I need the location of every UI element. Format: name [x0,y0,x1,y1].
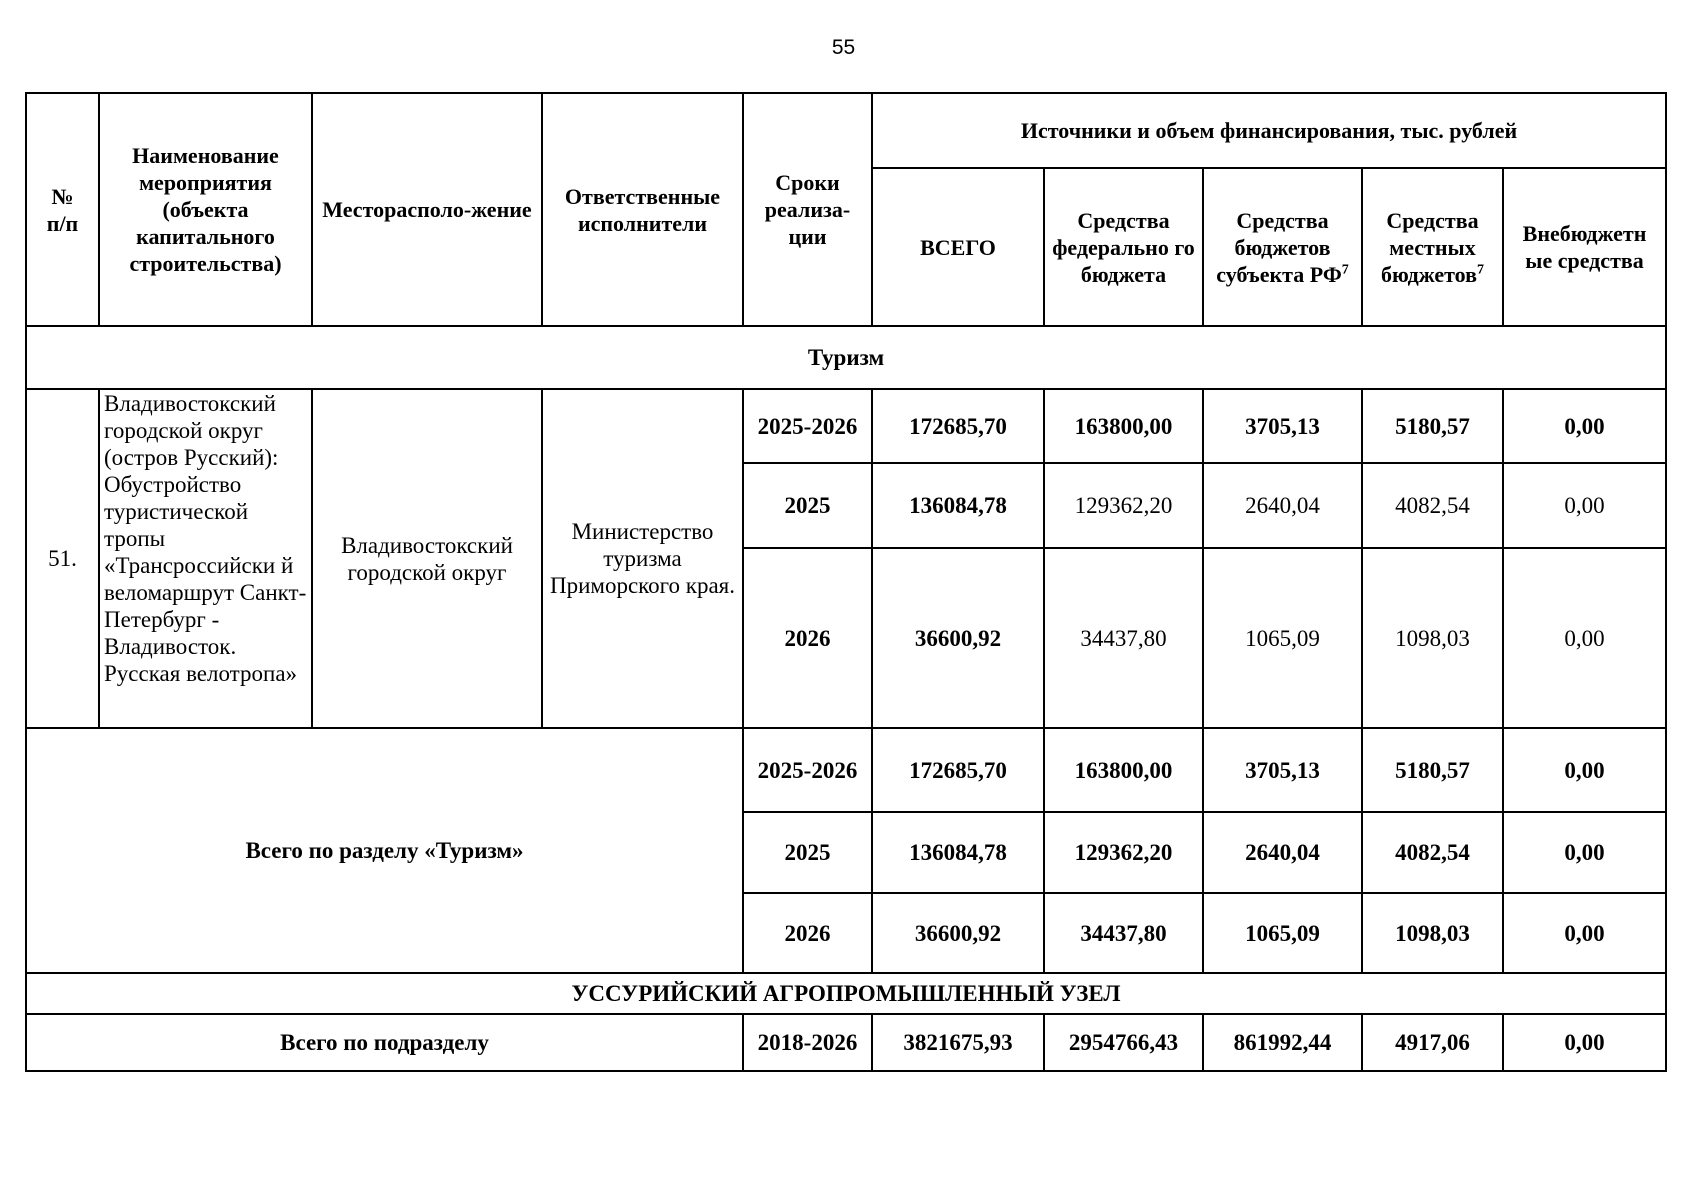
header-local-text: Средства местных бюджетов [1381,207,1479,287]
item-subject: 2640,04 [1203,463,1362,548]
total-local: 5180,57 [1362,728,1503,812]
item-total: 136084,78 [872,463,1044,548]
item-num: 51. [26,389,99,728]
item-period: 2025-2026 [743,389,872,463]
header-federal: Средства федерально го бюджета [1044,168,1203,326]
total-total: 172685,70 [872,728,1044,812]
total-extra: 0,00 [1503,728,1666,812]
total-local: 4082,54 [1362,812,1503,893]
subsection-total: 3821675,93 [872,1014,1044,1071]
item-federal: 34437,80 [1044,548,1203,728]
total-extra: 0,00 [1503,893,1666,973]
header-subject [1203,168,1362,326]
total-local: 1098,03 [1362,893,1503,973]
header-location: Месторасполо-жение [312,93,542,326]
item-federal: 129362,20 [1044,463,1203,548]
header-num [26,93,99,326]
item-extra: 0,00 [1503,463,1666,548]
header-total: ВСЕГО [872,168,1044,326]
subsection-federal: 2954766,43 [1044,1014,1203,1071]
total-subject: 3705,13 [1203,728,1362,812]
item-local: 4082,54 [1362,463,1503,548]
item-responsible: Министерство туризма Приморского края. [542,389,743,728]
total-period: 2025 [743,812,872,893]
item-local: 1098,03 [1362,548,1503,728]
item-federal: 163800,00 [1044,389,1203,463]
header-terms: Сроки реализа-ции [743,93,872,326]
subsection-total-label: Всего по подразделу [26,1014,743,1071]
subsection-subject: 861992,44 [1203,1014,1362,1071]
total-period: 2025-2026 [743,728,872,812]
header-extra: Внебюджетн ые средства [1503,168,1666,326]
total-federal: 34437,80 [1044,893,1203,973]
table-row [26,389,1666,463]
page-number: 55 [831,36,856,59]
header-num-text: № п/п [46,183,79,236]
header-subject-footnote: 7 [1341,262,1349,278]
item-name: Владивостокский городской округ (остров Русский): Обустройство туристической тропы «Трансроссийски й веломаршрут Санкт-Петербург - Владивосток. Русская велотропа» [99,389,312,728]
financing-table [25,92,1667,1072]
subsection-local: 4917,06 [1362,1014,1503,1071]
subsection-period: 2018-2026 [743,1014,872,1071]
total-total: 136084,78 [872,812,1044,893]
item-local: 5180,57 [1362,389,1503,463]
header-subject-text: Средства бюджетов субъекта РФ [1216,207,1342,287]
item-period: 2026 [743,548,872,728]
section-tourism: Туризм [26,326,1666,389]
total-extra: 0,00 [1503,812,1666,893]
section-ussuri: УССУРИЙСКИЙ АГРОПРОМЫШЛЕННЫЙ УЗЕЛ [26,973,1666,1014]
tourism-total-label: Всего по разделу «Туризм» [26,728,743,973]
header-funding-group: Источники и объем финансирования, тыс. рублей [872,93,1666,168]
subsection-extra: 0,00 [1503,1014,1666,1071]
item-extra: 0,00 [1503,548,1666,728]
header-local-footnote: 7 [1476,262,1484,278]
table-row [26,1014,1666,1071]
total-total: 36600,92 [872,893,1044,973]
header-local [1362,168,1503,326]
header-name: Наименование мероприятия (объекта капитального строительства) [99,93,312,326]
total-period: 2026 [743,893,872,973]
item-location: Владивостокский городской округ [312,389,542,728]
item-period: 2025 [743,463,872,548]
item-total: 172685,70 [872,389,1044,463]
total-subject: 1065,09 [1203,893,1362,973]
total-subject: 2640,04 [1203,812,1362,893]
item-total: 36600,92 [872,548,1044,728]
item-subject: 1065,09 [1203,548,1362,728]
item-extra: 0,00 [1503,389,1666,463]
header-responsible: Ответственные исполнители [542,93,743,326]
total-federal: 129362,20 [1044,812,1203,893]
table-row [26,728,1666,812]
item-subject: 3705,13 [1203,389,1362,463]
total-federal: 163800,00 [1044,728,1203,812]
